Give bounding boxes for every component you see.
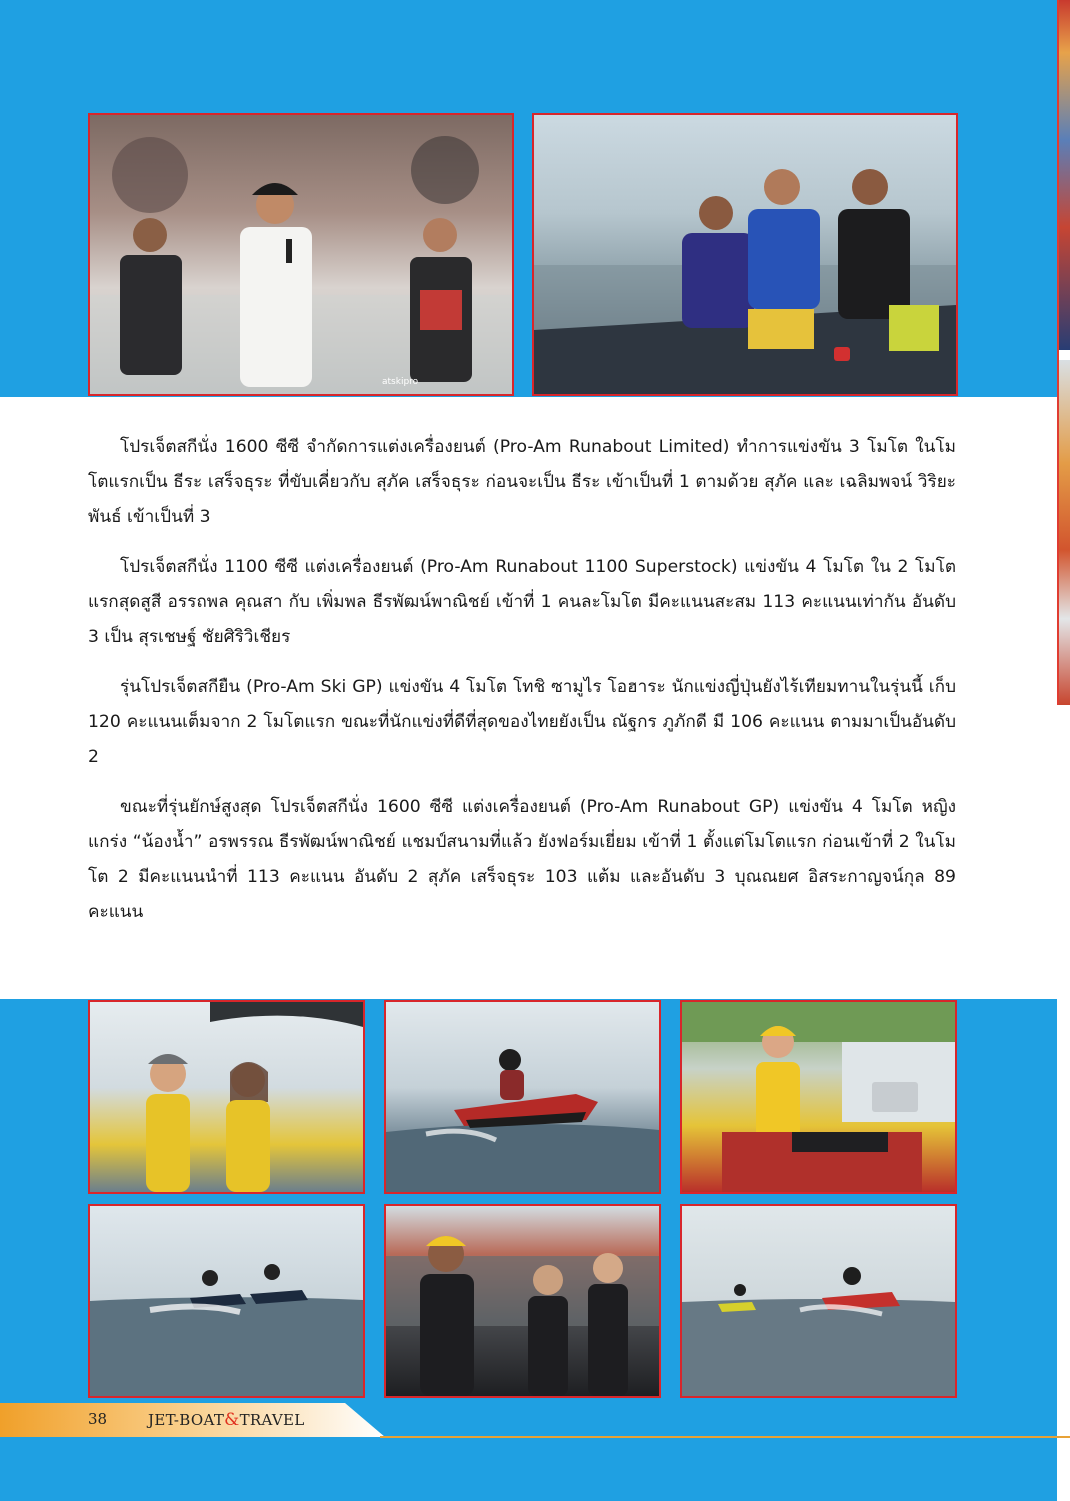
photo-dj-illustration bbox=[682, 1002, 955, 1192]
photo-jump-illustration bbox=[386, 1002, 659, 1192]
photo-riders-illustration bbox=[534, 115, 956, 394]
photo-riders-on-jetski bbox=[532, 113, 958, 396]
brand-ampersand: & bbox=[224, 1410, 240, 1430]
photo-ceremony-microphone bbox=[88, 113, 514, 396]
brand-right: TRAVEL bbox=[239, 1411, 305, 1429]
article-paragraph: รุ่นโปรเจ็ตสกียืน (Pro-Am Ski GP) แข่งขัน 4 โมโต โทชิ ซามูไร โอฮาระ นักแข่งญี่ปุ่นยังไร้เทียมทานในรุ่นนี้ เก็บ 120 คะแนนเต็มจาก 2 โมโตแรก ขณะที่นักแข่งที่ดีที่สุดของไทยยังเป็น ณัฐกร ภูภักดี มี 106 คะแนน ตามมาเป็นอันดับ 2 bbox=[88, 677, 956, 767]
brand-left: JET-BOAT bbox=[148, 1411, 225, 1429]
photo-racers-at-sea bbox=[680, 1204, 957, 1398]
photo-dj-booth bbox=[680, 1000, 957, 1194]
adjacent-page-photo-top bbox=[1059, 0, 1070, 350]
footer-rule bbox=[380, 1436, 1070, 1438]
photo-sea-illustration bbox=[682, 1206, 955, 1396]
photo-umbrella-girls bbox=[88, 1000, 365, 1194]
article-paragraph: โปรเจ็ตสกีนั่ง 1600 ซีซี จำกัดการแต่งเครื่องยนต์ (Pro-Am Runabout Limited) ทำการแข่งขัน 3 โมโต ในโมโตแรกเป็น ธีระ เสร็จธุระ ที่ขับเคี่ยวกับ สุภัค เสร็จธุระ ก่อนจะเป็น ธีระ เข้าเป็นที่ 1 ตามด้วย สุภัค และ เฉลิมพจน์ วิริยะพันธ์ เข้าเป็นที่ 3 bbox=[88, 437, 956, 527]
photo-racers-illustration bbox=[90, 1206, 363, 1396]
photo-two-racers bbox=[88, 1204, 365, 1398]
photo-jetski-jump bbox=[384, 1000, 661, 1194]
page-number: 38 bbox=[88, 1410, 108, 1428]
photo-seadoo-team bbox=[384, 1204, 661, 1398]
photo-ceremony-illustration bbox=[90, 115, 512, 394]
photo-team-illustration bbox=[386, 1206, 659, 1396]
adjacent-page-photo-bottom bbox=[1059, 360, 1070, 705]
photo-umbrella-illustration bbox=[90, 1002, 363, 1192]
photo-watermark-label: atskipro bbox=[382, 377, 419, 387]
article-body bbox=[88, 430, 956, 945]
adjacent-page-edge bbox=[1057, 0, 1070, 705]
article-paragraph: ขณะที่รุ่นยักษ์สูงสุด โปรเจ็ตสกีนั่ง 1600 ซีซี แต่งเครื่องยนต์ (Pro-Am Runabout GP) แข่งขัน 4 โมโต หญิงแกร่ง “น้องน้ำ” อรพรรณ ธีรพัฒน์พาณิชย์ แชมป์สนามที่แล้ว ยังฟอร์มเยี่ยม เข้าที่ 1 ตั้งแต่โมโตแรก ก่อนเข้าที่ 2 ในโมโต 2 มีคะแนนนำที่ 113 คะแนน อันดับ 2 สุภัค เสร็จธุระ 103 แต้ม และอันดับ 3 บุณณยศ อิสระกาญจน์กุล 89 คะแนน bbox=[88, 797, 956, 922]
magazine-brand bbox=[148, 1410, 305, 1430]
article-paragraph: โปรเจ็ตสกีนั่ง 1100 ซีซี แต่งเครื่องยนต์ (Pro-Am Runabout 1100 Superstock) แข่งขัน 4 โมโต ใน 2 โมโตแรกสุดสูสี อรรถพล คุณสา กับ เพิ่มพล ธีรพัฒน์พาณิชย์ เข้าที่ 1 คนละโมโต มีคะแนนสะสม 113 คะแนนเท่ากัน อันดับ 3 เป็น สุรเชษฐ์ ชัยศิริวิเชียร bbox=[88, 557, 956, 647]
